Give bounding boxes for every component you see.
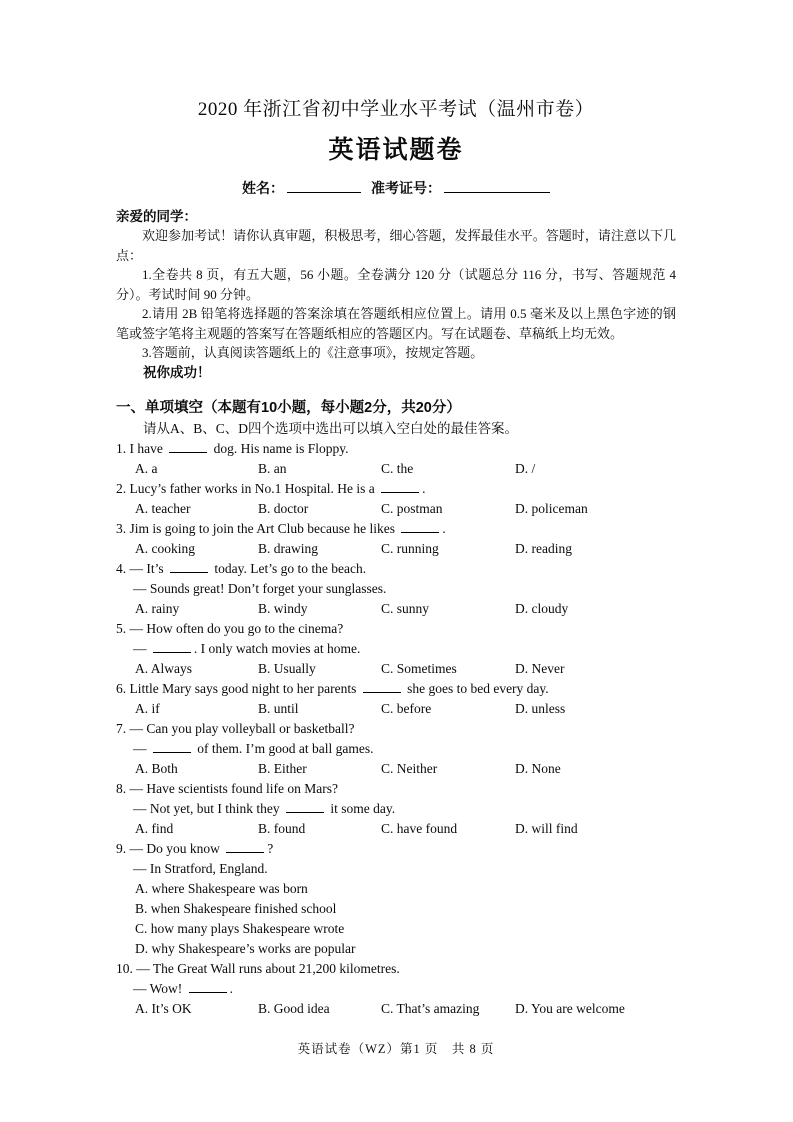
page-footer: 英语试卷（WZ）第1 页 共 8 页 bbox=[297, 1042, 495, 1056]
question-1 bbox=[116, 439, 676, 479]
admission-no-blank bbox=[444, 180, 550, 193]
option: C. postman bbox=[381, 501, 443, 516]
question-stem: 7. — Can you play volleyball or basketball? bbox=[116, 721, 355, 736]
option: A. rainy bbox=[135, 601, 180, 616]
option: C. That’s amazing bbox=[381, 1001, 480, 1016]
option: C. Neither bbox=[381, 761, 438, 776]
option: A. if bbox=[135, 701, 160, 716]
question-10 bbox=[116, 959, 676, 1019]
admission-no-label: 准考证号： bbox=[371, 180, 441, 196]
option: C. sunny bbox=[381, 601, 430, 616]
option: B. until bbox=[258, 701, 299, 716]
option: D. Never bbox=[515, 661, 565, 676]
question-stem-continuation: — of them. I’m good at ball games. bbox=[133, 741, 374, 756]
section-title: 一、单项填空（本题有10小题，每小题2分，共20分） bbox=[116, 400, 461, 416]
option: D. policeman bbox=[515, 501, 588, 516]
answer-blank bbox=[401, 520, 439, 533]
notice-paragraph: 1.全卷共 8 页，有五大题，56 小题。全卷满分 120 分（试题总分 116 分，书写、答题规范 4 分）。考试时间 90 分钟。 bbox=[116, 267, 676, 302]
option: D. unless bbox=[515, 701, 566, 716]
option: B. an bbox=[258, 461, 287, 476]
question-stem: 6. Little Mary says good night to her parents she goes to bed every day. bbox=[116, 681, 549, 696]
answer-blank bbox=[286, 800, 324, 813]
options-row bbox=[116, 699, 676, 719]
option: D. cloudy bbox=[515, 601, 569, 616]
options-row bbox=[116, 759, 676, 779]
question-2 bbox=[116, 479, 676, 519]
option: C. how many plays Shakespeare wrote bbox=[135, 921, 345, 936]
question-4 bbox=[116, 559, 676, 619]
question-5 bbox=[116, 619, 676, 679]
notice-paragraph: 3.答题前，认真阅读答题纸上的《注意事项》，按规定答题。 bbox=[142, 345, 484, 360]
option: A. where Shakespeare was born bbox=[135, 881, 308, 896]
options-row bbox=[116, 819, 676, 839]
notice-paragraph: 2.请用 2B 铅笔将选择题的答案涂填在答题纸相应位置上。请用 0.5 毫米及以上黑色字迹的钢笔或签字笔将主观题的答案写在答题纸相应的答题区内。写在试题卷、草稿纸上均无效。 bbox=[116, 306, 676, 341]
name-label: 姓名： bbox=[242, 180, 284, 196]
answer-blank bbox=[153, 640, 191, 653]
question-stem: 9. — Do you know ? bbox=[116, 841, 274, 856]
option: B. doctor bbox=[258, 501, 309, 516]
notice-paragraph: 欢迎参加考试！请你认真审题，积极思考，细心答题，发挥最佳水平。答题时，请注意以下几点： bbox=[116, 228, 676, 263]
exam-title: 2020 年浙江省初中学业水平考试（温州市卷） bbox=[197, 99, 595, 120]
section-instruction: 请从A、B、C、D四个选项中选出可以填入空白处的最佳答案。 bbox=[143, 421, 519, 436]
question-stem-continuation: — In Stratford, England. bbox=[133, 861, 268, 876]
answer-blank bbox=[226, 840, 264, 853]
option: D. will find bbox=[515, 821, 578, 836]
option: D. / bbox=[515, 461, 536, 476]
option: B. Either bbox=[258, 761, 307, 776]
option: C. running bbox=[381, 541, 439, 556]
question-9 bbox=[116, 839, 676, 959]
option: C. before bbox=[381, 701, 432, 716]
answer-blank bbox=[381, 480, 419, 493]
option: A. cooking bbox=[135, 541, 195, 556]
question-list bbox=[116, 439, 676, 1019]
option: D. why Shakespeare’s works are popular bbox=[135, 941, 356, 956]
option: B. found bbox=[258, 821, 306, 836]
greeting: 亲爱的同学： bbox=[116, 209, 197, 224]
question-stem: 2. Lucy’s father works in No.1 Hospital. He is a . bbox=[116, 481, 426, 496]
wish-line: 祝你成功！ bbox=[143, 364, 211, 380]
options-row bbox=[116, 599, 676, 619]
question-3 bbox=[116, 519, 676, 559]
question-stem: 1. I have dog. His name is Floppy. bbox=[116, 441, 349, 456]
options-row bbox=[116, 999, 676, 1019]
question-stem-continuation: — Wow! . bbox=[133, 981, 234, 996]
option: A. find bbox=[135, 821, 174, 836]
option: B. drawing bbox=[258, 541, 318, 556]
option: C. have found bbox=[381, 821, 458, 836]
candidate-info-line bbox=[116, 179, 676, 198]
question-stem-continuation: — Sounds great! Don’t forget your sunglasses. bbox=[133, 581, 387, 596]
option: B. Usually bbox=[258, 661, 316, 676]
option: A. teacher bbox=[135, 501, 191, 516]
question-stem: 5. — How often do you go to the cinema? bbox=[116, 621, 344, 636]
option: B. when Shakespeare finished school bbox=[135, 901, 337, 916]
option: D. You are welcome bbox=[515, 1001, 625, 1016]
option: D. reading bbox=[515, 541, 572, 556]
option: A. Both bbox=[135, 761, 178, 776]
options-row bbox=[116, 659, 676, 679]
option: D. None bbox=[515, 761, 561, 776]
option: B. Good idea bbox=[258, 1001, 330, 1016]
question-stem: 4. — It’s today. Let’s go to the beach. bbox=[116, 561, 367, 576]
options-row bbox=[116, 499, 676, 519]
answer-blank bbox=[170, 560, 208, 573]
option: B. windy bbox=[258, 601, 308, 616]
notice-list bbox=[116, 226, 676, 363]
answer-blank bbox=[169, 440, 207, 453]
answer-blank bbox=[189, 980, 227, 993]
question-stem-continuation: — . I only watch movies at home. bbox=[133, 641, 361, 656]
question-stem: 3. Jim is going to join the Art Club because he likes . bbox=[116, 521, 446, 536]
option: C. Sometimes bbox=[381, 661, 457, 676]
name-blank bbox=[287, 180, 361, 193]
answer-blank bbox=[363, 680, 401, 693]
question-stem: 10. — The Great Wall runs about 21,200 kilometres. bbox=[116, 961, 400, 976]
option: C. the bbox=[381, 461, 414, 476]
option: A. Always bbox=[135, 661, 192, 676]
question-6 bbox=[116, 679, 676, 719]
answer-blank bbox=[153, 740, 191, 753]
option: A. a bbox=[135, 461, 158, 476]
question-stem-continuation: — Not yet, but I think they it some day. bbox=[133, 801, 396, 816]
options-row bbox=[116, 539, 676, 559]
question-7 bbox=[116, 719, 676, 779]
option: A. It’s OK bbox=[135, 1001, 192, 1016]
question-8 bbox=[116, 779, 676, 839]
paper-title: 英语试题卷 bbox=[328, 136, 464, 164]
options-row bbox=[116, 459, 676, 479]
question-stem: 8. — Have scientists found life on Mars? bbox=[116, 781, 338, 796]
